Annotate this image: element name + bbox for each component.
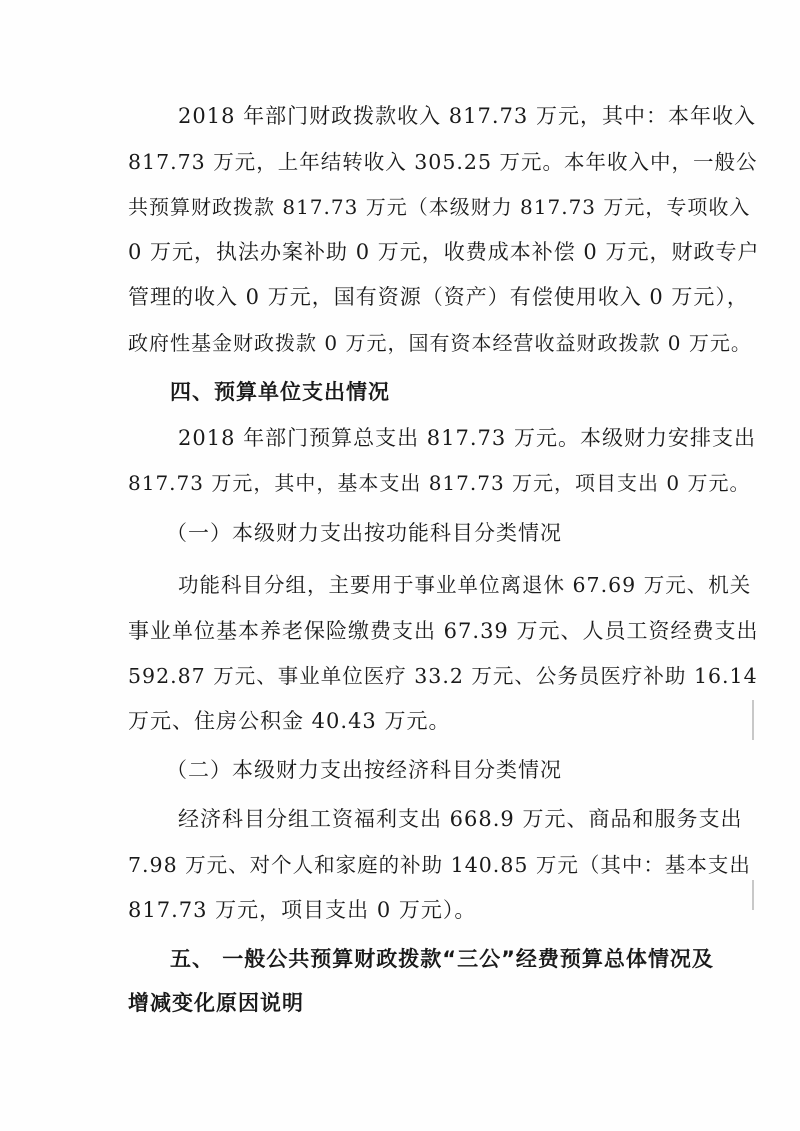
paragraph-2-line-1: 2018 年部门预算总支出 817.73 万元。本级财力安排支出 <box>178 426 756 450</box>
paragraph-3-line-4: 万元、住房公积金 40.43 万元。 <box>128 709 451 733</box>
section-heading-4: 四、预算单位支出情况 <box>170 380 390 404</box>
paragraph-4-line-2: 7.98 万元、对个人和家庭的补助 140.85 万元（其中：基本支出 <box>128 853 751 877</box>
paragraph-1-line-1: 2018 年部门财政拨款收入 817.73 万元，其中：本年收入 <box>178 104 756 128</box>
paragraph-1-line-5: 管理的收入 0 万元，国有资源（资产）有偿使用收入 0 万元）， <box>128 285 749 309</box>
paragraph-1-line-6: 政府性基金财政拨款 0 万元，国有资本经营收益财政拨款 0 万元。 <box>128 331 752 355</box>
paragraph-4-line-1: 经济科目分组工资福利支出 668.9 万元、商品和服务支出 <box>178 807 743 831</box>
scan-edge-mark <box>752 700 754 740</box>
paragraph-1-line-2: 817.73 万元，上年结转收入 305.25 万元。本年收入中，一般公 <box>128 150 758 174</box>
subheading-2: （二）本级财力支出按经济科目分类情况 <box>166 758 562 782</box>
section-heading-5-line-1: 五、 一般公共预算财政拨款“三公”经费预算总体情况及 <box>170 947 714 971</box>
paragraph-2-line-2: 817.73 万元，其中，基本支出 817.73 万元，项目支出 0 万元。 <box>128 471 751 495</box>
paragraph-4-line-3: 817.73 万元，项目支出 0 万元）。 <box>128 898 477 922</box>
paragraph-1-line-4: 0 万元，执法办案补助 0 万元，收费成本补偿 0 万元，财政专户 <box>128 240 760 264</box>
paragraph-1-line-3: 共预算财政拨款 817.73 万元（本级财力 817.73 万元，专项收入 <box>128 195 751 219</box>
section-heading-5-line-2: 增减变化原因说明 <box>128 991 304 1015</box>
paragraph-3-line-1: 功能科目分组，主要用于事业单位离退休 67.69 万元、机关 <box>178 573 752 597</box>
paragraph-3-line-2: 事业单位基本养老保险缴费支出 67.39 万元、人员工资经费支出 <box>128 619 759 643</box>
subheading-1: （一）本级财力支出按功能科目分类情况 <box>166 521 562 545</box>
paragraph-3-line-3: 592.87 万元、事业单位医疗 33.2 万元、公务员医疗补助 16.14 <box>128 664 758 688</box>
scan-edge-mark <box>752 880 754 910</box>
